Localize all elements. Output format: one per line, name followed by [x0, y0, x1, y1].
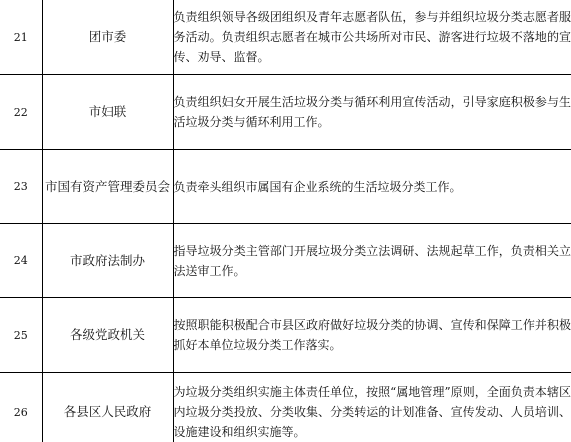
organization-name: 团市委	[42, 0, 173, 75]
organization-name: 市政府法制办	[42, 224, 173, 298]
table-row	[0, 298, 571, 373]
duty-description: 按照职能积极配合市县区政府做好垃圾分类的协调、宣传和保障工作并积极抓好本单位垃圾分类工作落实。	[173, 298, 571, 373]
row-number: 26	[0, 373, 42, 442]
table-row	[0, 0, 571, 75]
row-number: 25	[0, 298, 42, 373]
table-row	[0, 373, 571, 442]
duty-description: 指导垃圾分类主管部门开展垃圾分类立法调研、法规起草工作，负责相关立法送审工作。	[173, 224, 571, 298]
duty-description: 负责组织领导各级团组织及青年志愿者队伍，参与并组织垃圾分类志愿者服务活动。负责组织志愿者在城市公共场所对市民、游客进行垃圾不落地的宣传、劝导、监督。	[173, 0, 571, 75]
organization-name: 市国有资产管理委员会	[42, 150, 173, 224]
row-number: 22	[0, 75, 42, 150]
row-number: 23	[0, 150, 42, 224]
duty-description: 为垃圾分类组织实施主体责任单位，按照“属地管理”原则，全面负责本辖区内垃圾分类投放、分类收集、分类转运的计划准备、宣传发动、人员培训、设施建设和组织实施等。	[173, 373, 571, 442]
duty-description: 负责牵头组织市属国有企业系统的生活垃圾分类工作。	[173, 150, 571, 224]
organization-name: 各级党政机关	[42, 298, 173, 373]
table-row	[0, 150, 571, 224]
row-number: 21	[0, 0, 42, 75]
duty-description: 负责组织妇女开展生活垃圾分类与循环利用宣传活动，引导家庭积极参与生活垃圾分类与循环利用工作。	[173, 75, 571, 150]
organization-name: 市妇联	[42, 75, 173, 150]
row-number: 24	[0, 224, 42, 298]
table-row	[0, 75, 571, 150]
table-row	[0, 224, 571, 298]
organization-name: 各县区人民政府	[42, 373, 173, 442]
